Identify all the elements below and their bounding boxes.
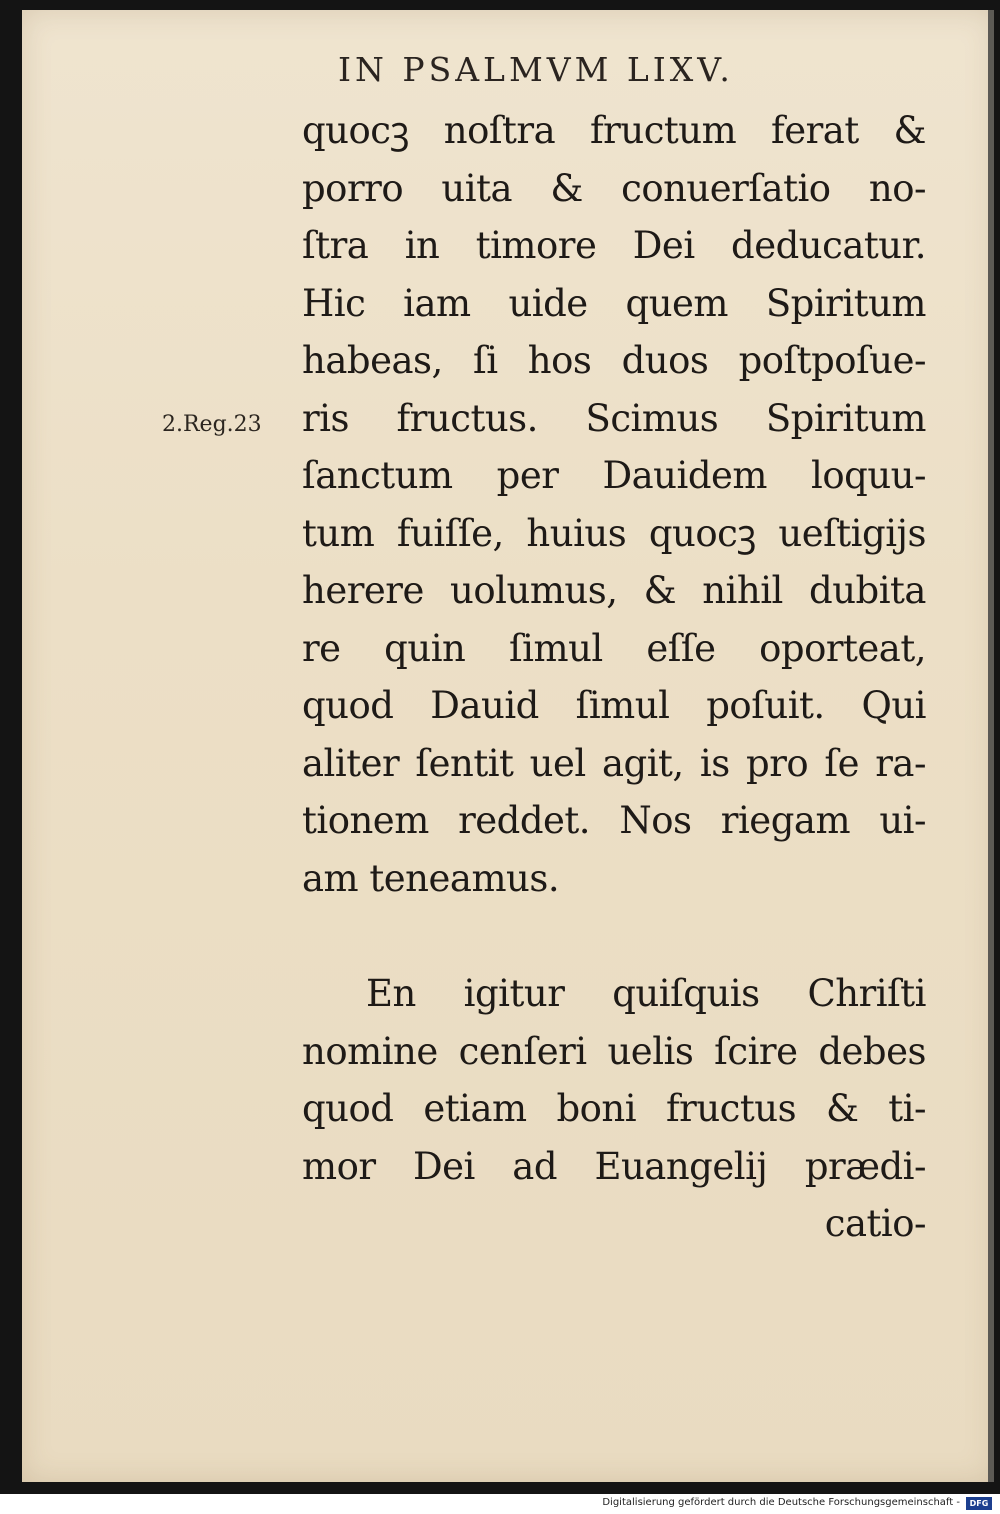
text-line: ſanctum per Dauidem loquu- [302, 454, 926, 497]
text-line: porro uita & conuerſatio no- [302, 166, 926, 210]
text-line: mor Dei ad Euangelij prædi- [302, 1144, 926, 1188]
paragraph-gap [302, 907, 926, 965]
text-line: nomine cenſeri uelis ſcire debes [302, 1029, 926, 1073]
text-line: am teneamus. [302, 856, 560, 900]
text-line: ris fructus. Scimus Spiritum [302, 396, 926, 440]
text-line: quod etiam boni fructus & ti- [302, 1087, 926, 1130]
catchword: catio- [824, 1202, 926, 1245]
text-line: aliter ſentit uel agit, is pro ſe ra- [302, 741, 926, 785]
margin-note: 2.Reg.23 [162, 412, 262, 437]
running-head: IN PSALMVM LIXV. [338, 50, 734, 89]
text-line: tionem reddet. Nos riegam ui- [302, 799, 926, 842]
text-line: ſtra in timore Dei deducatur. [302, 224, 926, 267]
text-line: re quin ſimul eſſe oporteat, [302, 626, 926, 670]
funding-notice: Digitalisierung gefördert durch die Deutsche Forschungsgemeinschaft - [602, 1497, 960, 1508]
text-line: En igitur quiſquis Chriſti [366, 972, 926, 1015]
text-line: herere uolumus, & nihil dubita [302, 569, 926, 612]
text-line: quod Dauid ſimul poſuit. Qui [302, 684, 926, 727]
footer-bar [0, 1494, 1000, 1514]
text-line: quocꝫ noſtra fructum ferat & [302, 109, 926, 152]
body-text [302, 102, 926, 1253]
dfg-logo: DFG [966, 1497, 992, 1510]
text-line: Hic iam uide quem Spiritum [302, 281, 926, 325]
text-line: habeas, ſi hos duos poſtpoſue- [302, 339, 926, 382]
text-line: tum fuiſſe, huius quocꝫ ueſtigijs [302, 511, 926, 555]
page-edge [988, 10, 994, 1482]
